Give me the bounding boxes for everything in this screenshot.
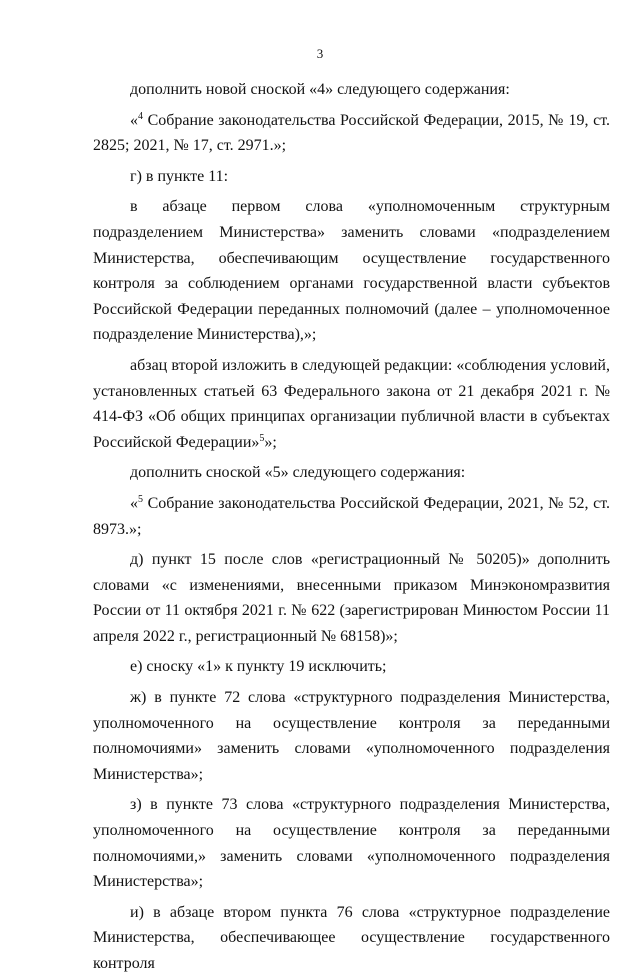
paragraph-item-d [93, 547, 610, 649]
footnote-marker: 5 [138, 493, 143, 505]
paragraph-text: Собрание законодательства Российской Федерации, 2021, № 52, ст. 8973.»; [93, 494, 610, 538]
footnote-marker: 4 [138, 110, 143, 122]
paragraph-text: е) сноску «1» к пункту 19 исключить; [130, 658, 387, 676]
footnote-marker: 5 [259, 432, 265, 444]
paragraph-item-zh [93, 685, 610, 787]
paragraph-add-footnote-5 [93, 460, 610, 486]
page-number: 3 [316, 46, 324, 61]
paragraph-item-z [93, 792, 610, 894]
footnote-5-text [93, 491, 610, 542]
paragraph-text: д) пункт 15 после слов «регистрационный № 50205)» дополнить словами «с изменениями, внесенными приказом Минэкономразвития России от 11 октября 2021 г. № 622 (зарегистрирован Минюстом России 11 апреля 2022 г., регистрационный № 68158)»; [93, 551, 610, 645]
footnote-4-text [93, 108, 610, 159]
paragraph-text: дополнить сноской «5» следующего содержания: [130, 464, 466, 482]
paragraph-text: Собрание законодательства Российской Федерации, 2015, № 19, ст. 2825; 2021, № 17, ст. 2971.»; [93, 111, 610, 155]
paragraph-second-abzac [93, 353, 610, 455]
quote-open: « [130, 111, 138, 129]
paragraph-text: з) в пункте 73 слова «структурного подразделения Министерства, уполномоченного на осуществление контроля за переданными полномочиями,» заменить словами «уполномоченного подразделения Министерства»; [93, 796, 610, 891]
paragraph-text: ж) в пункте 72 слова «структурного подразделения Министерства, уполномоченного на осуществление контроля за переданными полномочиями» заменить словами «уполномоченного подразделения Министерства»; [93, 689, 610, 783]
paragraph-item-g [93, 164, 610, 190]
paragraph-text: абзац второй изложить в следующей редакции: «соблюдения условий, установленных статьей 63 Федерального закона от 21 декабря 2021 г. № 414-ФЗ «Об общих принципах организации публичной власти в субъектах Российской Федерации» [93, 356, 610, 451]
document-body [93, 77, 610, 977]
quote-open: « [130, 494, 138, 512]
paragraph-first-abzac [93, 194, 610, 348]
paragraph-text: г) в пункте 11: [130, 167, 229, 185]
quote-close: »; [264, 433, 277, 451]
paragraph-text: в абзаце первом слова «уполномоченным структурным подразделением Министерства» заменить словами «подразделением Министерства, обеспечивающим осуществление государственного контроля за соблюдением органами государственной власти субъектов Российской Федерации переданных полномочий (далее – уполномоченное подразделение Министерства),»; [93, 198, 610, 344]
paragraph-item-i [93, 900, 610, 977]
paragraph-item-e [93, 654, 610, 680]
paragraph-text: дополнить новой сноской «4» следующего содержания: [130, 81, 510, 98]
paragraph-text: и) в абзаце втором пункта 76 слова «структурное подразделение Министерства, обеспечивающее осуществление государственного контроля [93, 903, 610, 972]
paragraph-add-footnote-4 [93, 77, 610, 103]
